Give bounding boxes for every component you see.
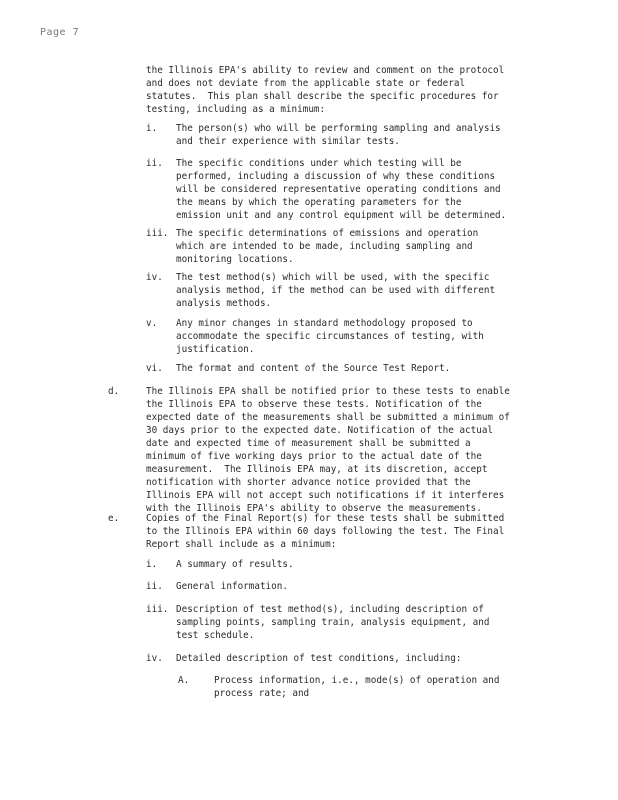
item-text: The specific conditions under which testing will be performed, including a discussion of why these conditions will be considered representative operating conditions and the means by which the operating parameters for the emission unit and any control equipment will be determined. [176,158,507,221]
item-text: The format and content of the Source Test Report. [176,363,451,374]
item-number: ii. [146,581,163,592]
section-letter: d. [108,386,120,397]
item-number: i. [146,559,158,570]
item-number: vi. [146,363,163,374]
intro-line: statutes. This plan shall describe the specific procedures for [146,91,499,102]
item-text: The person(s) who will be performing sampling and analysis and their experience with similar tests. [176,123,501,147]
intro-line: and does not deviate from the applicable state or federal [146,78,466,89]
intro-line: testing, including as a minimum: [146,104,326,115]
item-text: Any minor changes in standard methodology proposed to accommodate the specific circumstances of testing, with justification. [176,318,484,355]
section-d-paragraph: The Illinois EPA shall be notified prior to these tests to enable the Illinois EPA to observe these tests. Notification of the expected date of the measurements shall be submitted a minimum of 30 days prior to the expected date. Notification of the actual date and expected time of measurement shall be submitted a minimum of five working days prior to the actual date of the measurement. The Illinois EPA may, at its discretion, accept notification with shorter advance notice provided that the Illinois EPA will not accept such notifications if it interferes with the Illinois EPA's ability to observe the measurements. [146,386,510,514]
item-text: Description of test method(s), including description of sampling points, sampling train, analysis equipment, and test schedule. [176,604,490,641]
item-text: The specific determinations of emissions and operation which are intended to be made, including sampling and monitoring locations. [176,228,479,265]
intro-paragraph [146,64,546,116]
item-number: iv. [146,272,163,283]
subitem-text: Process information, i.e., mode(s) of operation and process rate; and [214,675,500,699]
item-number: iii. [146,604,169,615]
item-text: Detailed description of test conditions, including: [176,653,462,664]
item-text: A summary of results. [176,559,294,570]
section-letter: e. [108,513,120,524]
item-number: iv. [146,653,163,664]
subitem-letter: A. [178,675,190,686]
item-text: The test method(s) which will be used, with the specific analysis method, if the method can be used with different analysis methods. [176,272,496,309]
item-text: General information. [176,581,288,592]
section-e-paragraph: Copies of the Final Report(s) for these tests shall be submitted to the Illinois EPA within 60 days following the test. The Final Report shall include as a minimum: [146,513,505,550]
item-number: i. [146,123,158,134]
item-number: iii. [146,228,169,239]
intro-line: the Illinois EPA's ability to review and comment on the protocol [146,65,505,76]
item-number: ii. [146,158,163,169]
page-label: Page 7 [40,27,80,38]
item-number: v. [146,318,158,329]
